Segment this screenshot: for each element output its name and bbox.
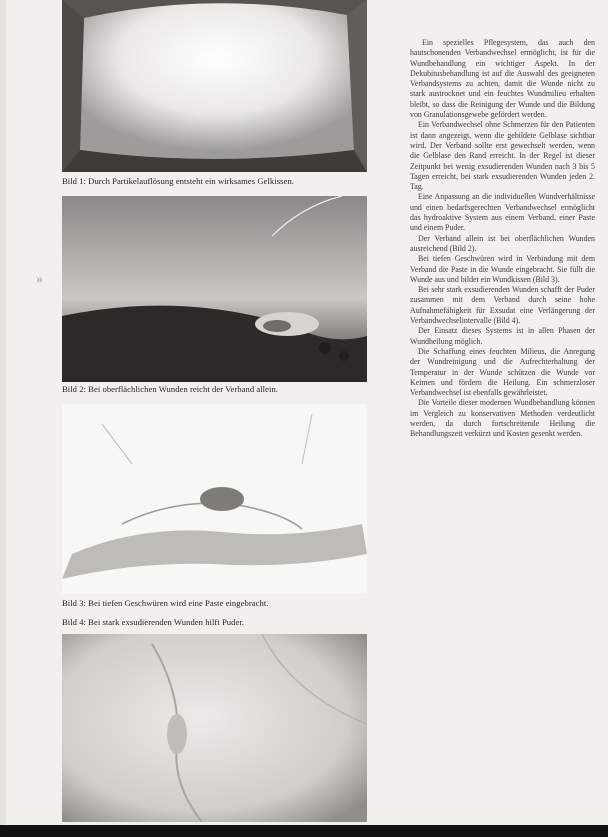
figure-3-photo: [62, 404, 367, 594]
paragraph: Der Einsatz dieses Systems ist in allen Phasen der Wundheilung möglich.: [410, 326, 595, 346]
figure-1-caption: Bild 1: Durch Partikelauflösung entsteht ein wirksames Gelkissen.: [62, 176, 294, 186]
body-text-column: [410, 38, 595, 440]
paragraph: Die Vorteile dieser modernen Wundbehandlung können im Vergleich zu konservativen Methoden verdeutlicht werden, da durch fortschreitende Heilung die Behandlungszeit verkürzt und Kosten gesenkt werden.: [410, 398, 595, 439]
figure-4-photo: [62, 634, 367, 822]
figure-3-caption: Bild 3: Bei tiefen Geschwüren wird eine Paste eingebracht.: [62, 598, 269, 608]
binder-mark: »: [36, 272, 43, 287]
page-edge-shadow: [0, 0, 6, 837]
paragraph: Der Verband allein ist bei oberflächlichen Wunden ausreichend (Bild 2).: [410, 233, 595, 253]
figure-2-caption: Bild 2: Bei oberflächlichen Wunden reicht der Verband allein.: [62, 384, 278, 394]
scan-bottom-border: [0, 825, 608, 837]
figure-2-photo: [62, 196, 367, 382]
paragraph: Bei tiefen Geschwüren wird in Verbindung mit dem Verband die Paste in die Wunde eingebracht. Sie füllt die Wunde aus und bildet ein Wundkissen (Bild 3).: [410, 254, 595, 284]
paragraph: Eine Anpassung an die individuellen Wundverhältnisse und einen bedarfsgerechten Verbandwechsel ermöglicht das hydroaktive System aus einem Verband, einer Paste und einem Puder.: [410, 192, 595, 233]
figure-1-photo: [62, 0, 367, 172]
paragraph: Ein Verbandwechsel ohne Schmerzen für den Patienten ist dann angezeigt, wenn die gebildete Gelblase sichtbar wird. Der Verband sollte erst gewechselt werden, wenn die Gelblase den Rand erreicht. In der Regel ist dieser Zeitpunkt bei wenig exsudierenden Wunden nach 3 bis 5 Tagen erreicht, bei stark exsudierenden Wunden jeden 2. Tag.: [410, 120, 595, 192]
paragraph: Ein spezielles Pflegesystem, das auch den hautschonenden Verbandwechsel ermöglicht, ist für die Wundbehandlung ein wichtiger Aspekt. In der Dekubitusbehandlung ist auf die Auswahl des geeigneten Verbandsystems zu achten, damit die Wunde nicht zu stark austrocknet und ein feuchtes Wundmilieu erhalten bleibt, so dass die Reinigung der Wunde und die Bildung von Granulationsgewebe gefördert werden.: [410, 38, 595, 120]
paragraph: Bei sehr stark exsudierenden Wunden schafft der Puder zusammen mit dem Verband durch seine hohe Aufnahmefähigkeit für Exsudat eine Verlängerung der Verbandwechselintervalle (Bild 4).: [410, 285, 595, 326]
figure-4-caption: Bild 4: Bei stark exsudierenden Wunden hilft Puder.: [62, 617, 245, 627]
paragraph: Die Schaffung eines feuchten Milieus, die Anregung der Wundreinigung und die Aufrechterhaltung der Temperatur in der Wunde schützen die Wunde vor Keimen und fördern die Heilung. Ein schmerzloser Verbandwechsel ist ebenfalls gewährleistet.: [410, 346, 595, 398]
